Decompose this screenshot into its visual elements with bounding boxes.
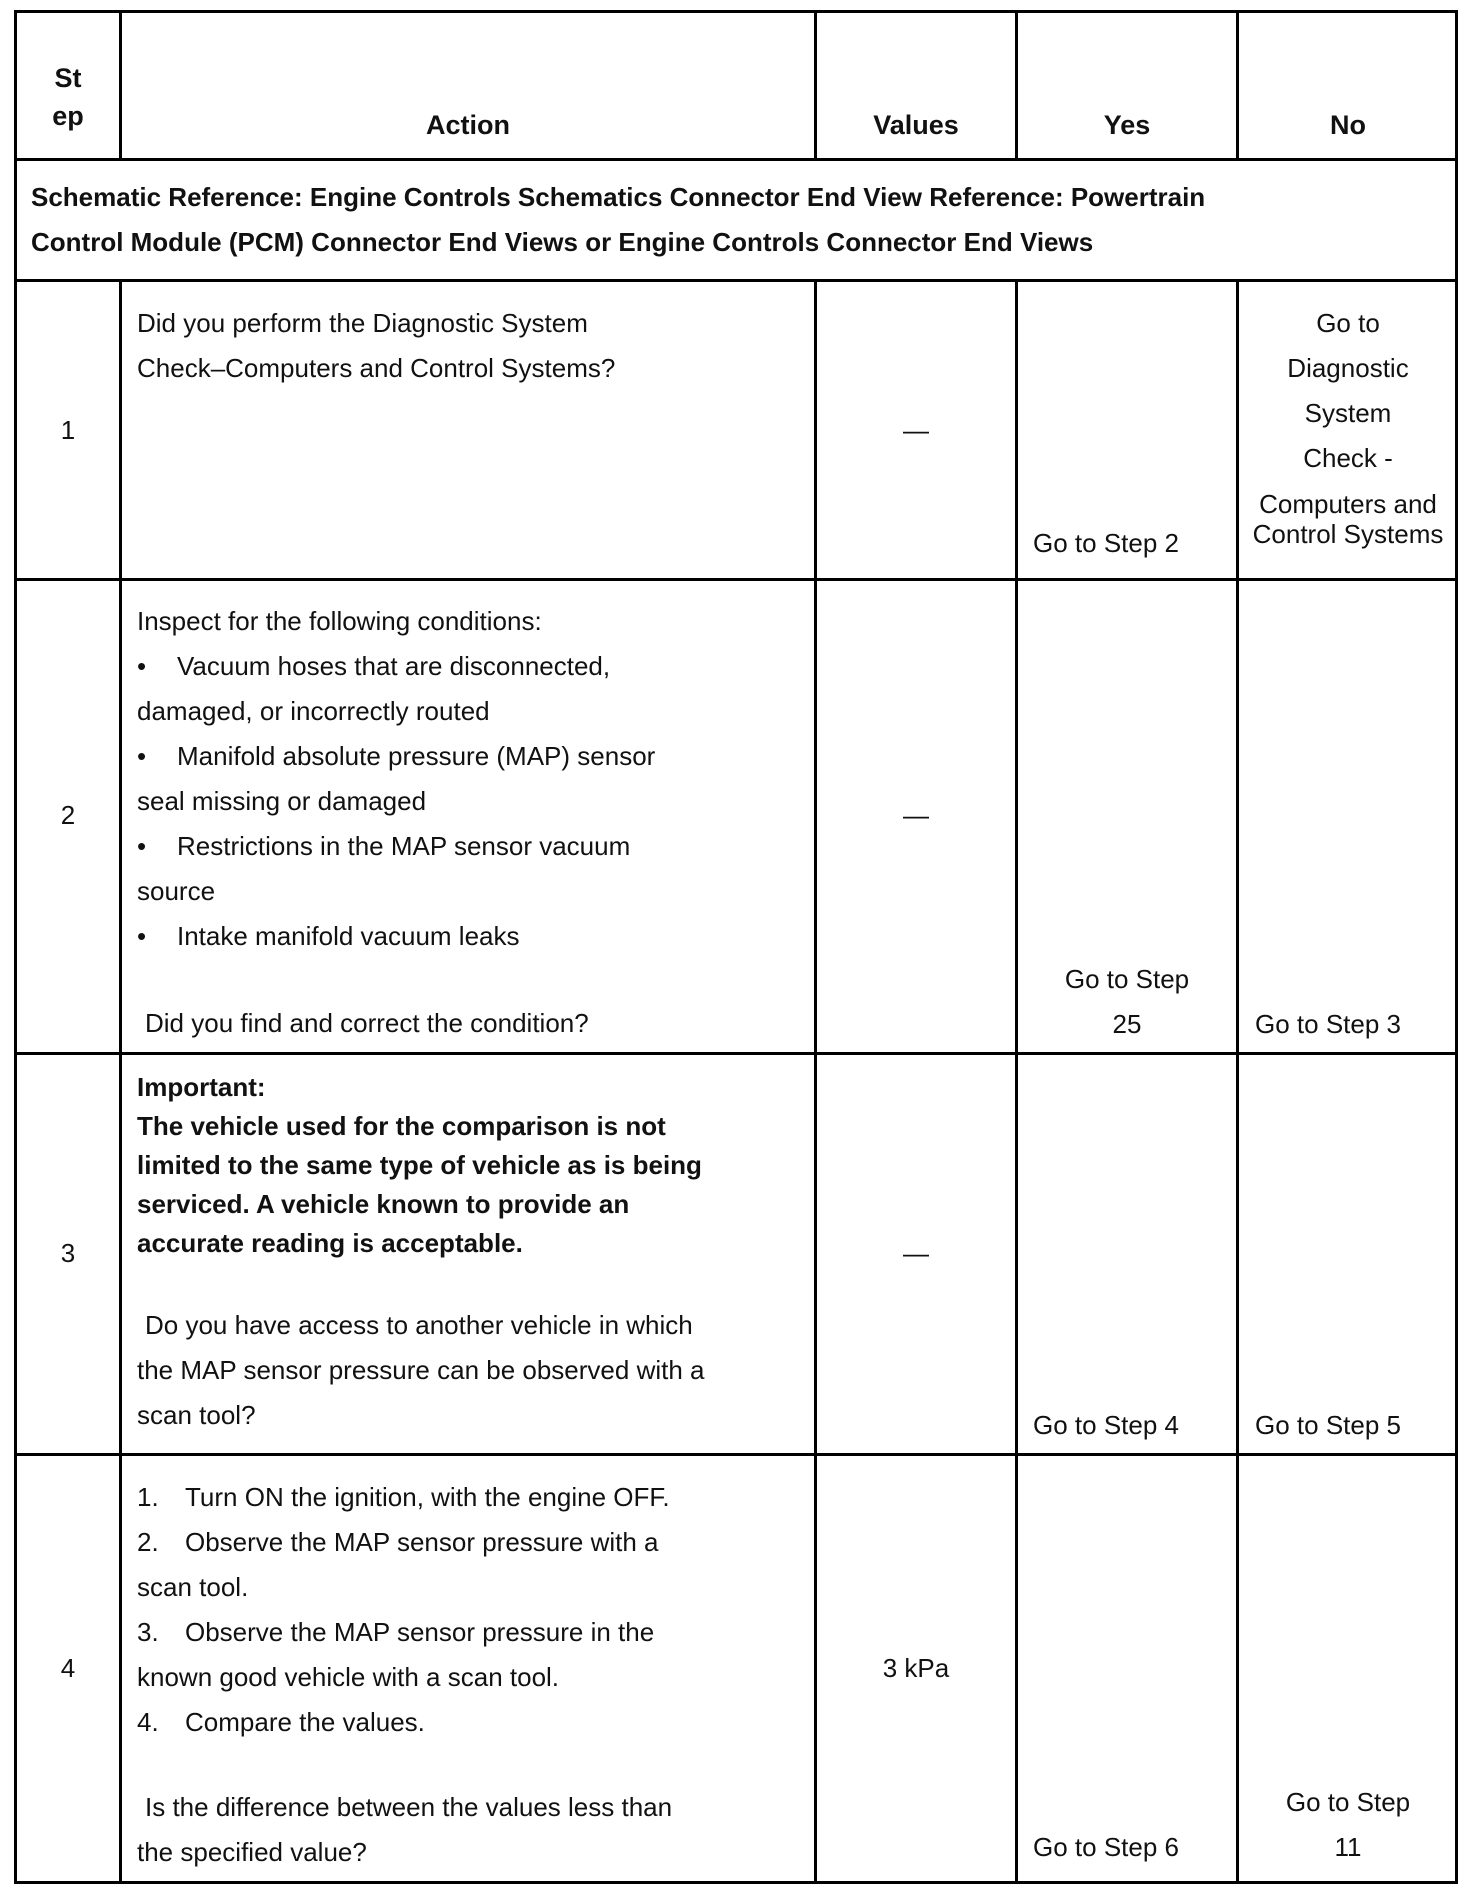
step-2-yes[interactable] xyxy=(1018,957,1236,1047)
row-divider xyxy=(17,578,1455,581)
bullet-item xyxy=(137,824,655,869)
step-4-no[interactable] xyxy=(1239,1780,1457,1870)
no-line: Control Systems xyxy=(1252,519,1444,549)
step-1-value: — xyxy=(903,415,929,445)
bullet-item xyxy=(137,644,655,689)
col-divider-step xyxy=(119,13,122,1881)
item-text: Observe the MAP sensor pressure in the xyxy=(185,1617,655,1647)
item-text: Observe the MAP sensor pressure with a xyxy=(185,1527,659,1557)
action-line: damaged, or incorrectly routed xyxy=(137,696,490,726)
important-line: accurate reading is acceptable. xyxy=(137,1228,523,1258)
action-question: the MAP sensor pressure can be observed with a xyxy=(137,1355,705,1385)
action-line: known good vehicle with a scan tool. xyxy=(137,1662,560,1692)
action-question: scan tool? xyxy=(137,1400,256,1430)
header-step-line: St xyxy=(54,63,82,93)
reference-line: Schematic Reference: Engine Controls Schematics Connector End View Reference: Powertrain xyxy=(31,182,1206,212)
numbered-item xyxy=(137,1700,672,1745)
bullet-text: Restrictions in the MAP sensor vacuum xyxy=(177,831,631,861)
action-line: Check–Computers and Control Systems? xyxy=(137,353,616,383)
action-line: seal missing or damaged xyxy=(137,786,427,816)
important-title: Important: xyxy=(137,1072,266,1102)
step-4-value: 3 kPa xyxy=(882,1653,950,1683)
item-number: 1. xyxy=(137,1482,159,1512)
row-divider xyxy=(17,158,1455,161)
step-1-no[interactable] xyxy=(1239,301,1457,549)
step-3-action xyxy=(137,1068,705,1438)
bullet-icon: • xyxy=(137,831,147,861)
row-divider xyxy=(17,279,1455,282)
bullet-item xyxy=(137,914,655,959)
col-divider-yes xyxy=(1236,13,1239,1881)
col-divider-values xyxy=(1015,13,1018,1881)
action-line: scan tool. xyxy=(137,1572,249,1602)
item-number: 3. xyxy=(137,1617,159,1647)
item-number: 2. xyxy=(137,1527,159,1557)
step-1-yes[interactable]: Go to Step 2 xyxy=(1033,528,1179,558)
no-line: System xyxy=(1304,398,1392,428)
no-line: Check - xyxy=(1303,443,1393,473)
bullet-icon: • xyxy=(137,921,147,951)
step-number: 4 xyxy=(60,1653,76,1683)
row-divider xyxy=(17,1052,1455,1055)
step-2-no[interactable]: Go to Step 3 xyxy=(1255,1009,1401,1039)
step-number: 1 xyxy=(60,415,76,445)
bullet-item xyxy=(137,734,655,779)
header-action: Action xyxy=(426,110,510,140)
step-3-value: — xyxy=(903,1238,929,1268)
step-3-yes[interactable]: Go to Step 4 xyxy=(1033,1410,1179,1440)
yes-line: Go to Step xyxy=(1064,964,1190,994)
action-question: Did you find and correct the condition? xyxy=(145,1008,589,1038)
diagnostic-table xyxy=(14,10,1458,1884)
action-question: Is the difference between the values less than xyxy=(145,1792,673,1822)
col-divider-action xyxy=(814,13,817,1881)
action-question: the specified value? xyxy=(137,1837,367,1867)
step-4-yes[interactable]: Go to Step 6 xyxy=(1033,1832,1179,1862)
step-2-value: — xyxy=(903,800,929,830)
item-text: Turn ON the ignition, with the engine OFF. xyxy=(185,1482,670,1512)
action-line: Inspect for the following conditions: xyxy=(137,606,542,636)
reference-line: Control Module (PCM) Connector End Views or Engine Controls Connector End Views xyxy=(31,227,1094,257)
no-line: Diagnostic xyxy=(1287,353,1409,383)
bullet-text: Manifold absolute pressure (MAP) sensor xyxy=(177,741,656,771)
step-2-action xyxy=(137,599,655,1046)
bullet-text: Vacuum hoses that are disconnected, xyxy=(177,651,611,681)
schematic-reference xyxy=(31,175,1205,265)
header-step xyxy=(17,59,119,135)
step-4-action xyxy=(137,1475,672,1875)
important-line: limited to the same type of vehicle as is being xyxy=(137,1150,702,1180)
action-question: Do you have access to another vehicle in which xyxy=(145,1310,693,1340)
action-line: source xyxy=(137,876,216,906)
important-line: serviced. A vehicle known to provide an xyxy=(137,1189,630,1219)
no-line: Go to Step xyxy=(1285,1787,1411,1817)
action-line: Did you perform the Diagnostic System xyxy=(137,308,588,338)
yes-line: 25 xyxy=(1112,1009,1142,1039)
step-1-action xyxy=(137,301,615,391)
no-line: Go to xyxy=(1316,308,1380,338)
step-3-no[interactable]: Go to Step 5 xyxy=(1255,1410,1401,1440)
header-no: No xyxy=(1330,110,1366,140)
no-line: 11 xyxy=(1334,1832,1362,1862)
numbered-item xyxy=(137,1520,672,1565)
item-number: 4. xyxy=(137,1707,159,1737)
bullet-icon: • xyxy=(137,651,147,681)
bullet-text: Intake manifold vacuum leaks xyxy=(177,921,520,951)
header-step-line: ep xyxy=(52,101,84,131)
step-number: 2 xyxy=(60,800,76,830)
step-number: 3 xyxy=(60,1238,76,1268)
important-line: The vehicle used for the comparison is not xyxy=(137,1111,666,1141)
row-divider xyxy=(17,1453,1455,1456)
header-values: Values xyxy=(873,110,959,140)
no-line: Computers and xyxy=(1259,489,1437,519)
numbered-item xyxy=(137,1610,672,1655)
bullet-icon: • xyxy=(137,741,147,771)
header-yes: Yes xyxy=(1103,110,1151,140)
numbered-item xyxy=(137,1475,672,1520)
item-text: Compare the values. xyxy=(185,1707,425,1737)
